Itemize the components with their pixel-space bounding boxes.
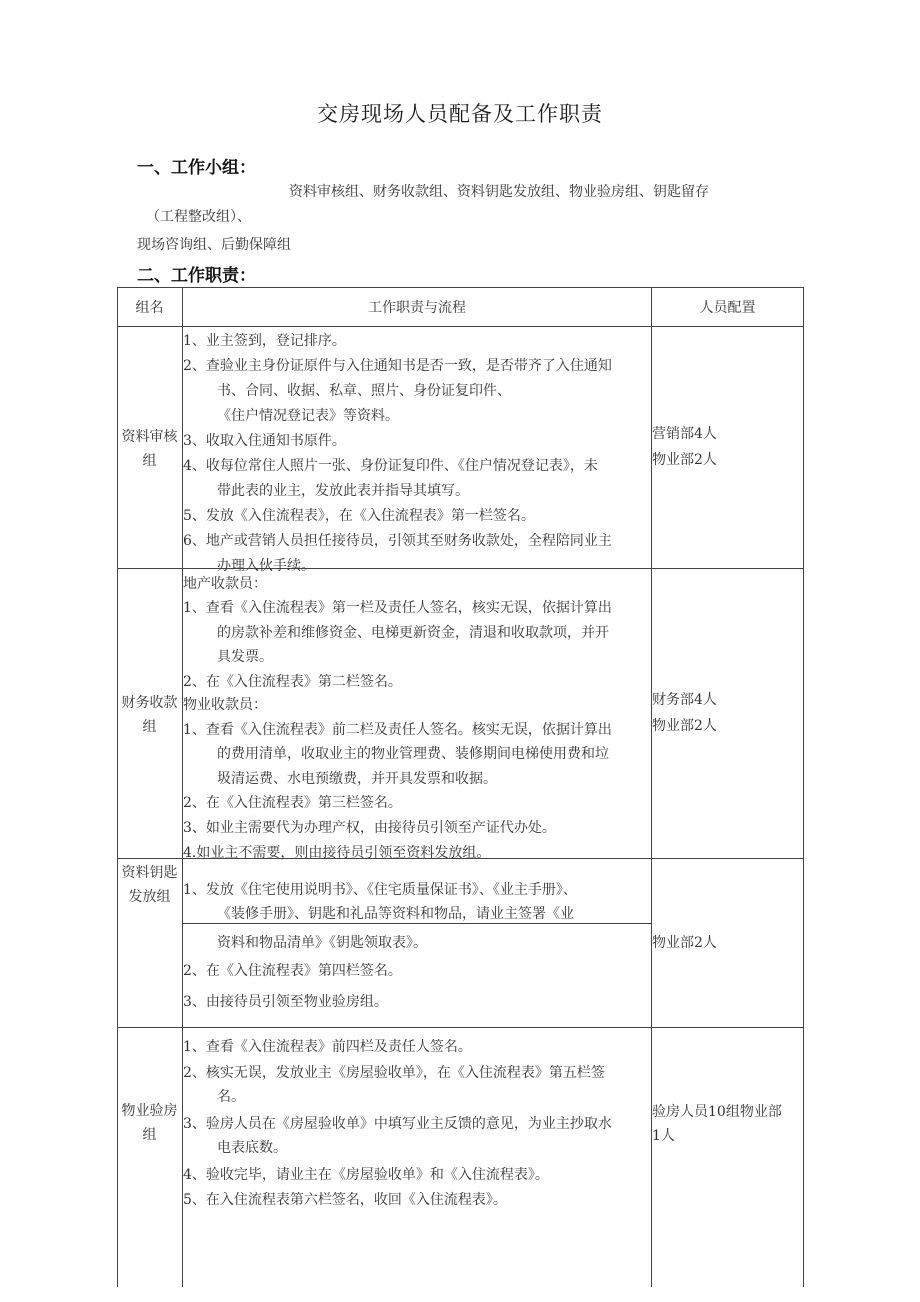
duty-line: 3、如业主需要代为办理产权，由接待员引领至产证代办处。: [183, 820, 556, 836]
duty-line: 圾清运费、水电预缴费，并开具发票和收据。: [217, 771, 497, 787]
table-border-right: [803, 287, 804, 1287]
duty-line: 4.如业主不需要，则由接待员引领至资料发放组。: [183, 845, 491, 861]
duty-line: 办理入伙手续。: [217, 558, 315, 574]
group-name: 资料审核组: [121, 429, 178, 469]
page-title: 交房现场人员配备及工作职责: [317, 102, 603, 126]
duty-line: 2、在《入住流程表》第三栏签名。: [183, 795, 402, 811]
duty-line: 3、收取入住通知书原件。: [183, 433, 346, 449]
duty-line: 6、地产或营销人员担任接待员，引领其至财务收款处，全程陪同业主: [183, 533, 612, 549]
duty-line: 5、在入住流程表第六栏签名，收回《入住流程表》。: [183, 1192, 507, 1208]
staff-line: 物业部2人: [652, 452, 717, 468]
duty-line: 1、查看《入住流程表》前四栏及责任人签名。: [183, 1039, 472, 1055]
staff-line: 物业部2人: [652, 935, 717, 951]
work-groups-line-1: 资料审核组、财务收款组、资料钥匙发放组、物业验房组、钥匙留存: [289, 184, 709, 200]
duty-line: 带此表的业主，发放此表并指导其填写。: [217, 483, 469, 499]
duty-line: 《住户情况登记表》等资料。: [217, 408, 399, 424]
work-groups-line-3: 现场咨询组、后勤保障组: [137, 237, 291, 253]
group-name: 资料钥匙发放组: [121, 865, 178, 905]
group-name: 财务收款组: [121, 695, 178, 735]
duty-line: 1、业主签到，登记排序。: [183, 333, 346, 349]
table-border-top: [117, 287, 804, 288]
duty-line: 《装修手册》、钥匙和礼品等资料和物品，请业主签署《业: [217, 906, 574, 922]
duty-line: 的费用清单，收取业主的物业管理费、装修期间电梯使用费和垃: [217, 746, 609, 762]
duty-line: 的房款补差和维修资金、电梯更新资金，清退和收取款项，并开: [217, 625, 609, 641]
duty-line: 书、合同、收据、私章、照片、身份证复印件、: [217, 383, 511, 399]
work-groups-line-2: （工程整改组）、: [146, 209, 251, 225]
duty-line: 名。: [217, 1089, 245, 1105]
duties-table: [117, 287, 804, 1287]
duty-line: 具发票。: [217, 649, 273, 665]
duty-line: 2、在《入住流程表》第二栏签名。: [183, 674, 402, 690]
duty-line: 2、查验业主身份证原件与入住通知书是否一致，是否带齐了入住通知: [183, 358, 612, 374]
duty-line: 1、查看《入住流程表》前二栏及责任人签名。核实无误，依据计算出: [183, 722, 612, 738]
duty-line: 电表底数。: [217, 1140, 287, 1156]
duty-line: 1、发放《住宅使用说明书》、《住宅质量保证书》、《业主手册》、: [183, 882, 577, 898]
section2-heading: 二、工作职责：: [137, 266, 256, 286]
section1-heading: 一、工作小组：: [137, 158, 256, 178]
staff-line: 验房人员10组物业部: [652, 1104, 782, 1120]
table-header-divider: [117, 326, 804, 327]
staff-line: 1人: [652, 1128, 675, 1144]
duty-line: 资料和物品清单》《钥匙领取表》。: [217, 935, 427, 951]
duty-line: 2、在《入住流程表》第四栏签名。: [183, 963, 402, 979]
group-name: 物业验房组: [121, 1103, 178, 1143]
duty-line: 4、验收完毕，请业主在《房屋验收单》和《入住流程表》。: [183, 1167, 549, 1183]
duty-line: 5、发放《入住流程表》，在《入住流程表》第一栏签名。: [183, 508, 535, 524]
duty-line: 2、核实无误，发放业主《房屋验收单》，在《入住流程表》第五栏签: [183, 1065, 605, 1081]
staff-line: 营销部4人: [652, 426, 717, 442]
header-duties: 工作职责与流程: [368, 300, 466, 316]
duty-line: 物业收款员：: [183, 697, 267, 713]
duty-line: 4、收每位常住人照片一张、身份证复印件、《住户情况登记表》，未: [183, 458, 598, 474]
duty-line: 3、由接待员引领至物业验房组。: [183, 994, 388, 1010]
header-staff: 人员配置: [699, 300, 756, 316]
staff-line: 财务部4人: [652, 692, 717, 708]
duty-line: 地产收款员：: [183, 576, 267, 592]
row-divider-3: [117, 1027, 804, 1028]
header-group: 组名: [135, 300, 164, 316]
duty-line: 3、验房人员在《房屋验收单》中填写业主反馈的意见，为业主抄取水: [183, 1116, 612, 1132]
duty-line: 1、查看《入住流程表》第一栏及责任人签名，核实无误，依据计算出: [183, 600, 612, 616]
staff-line: 物业部2人: [652, 718, 717, 734]
